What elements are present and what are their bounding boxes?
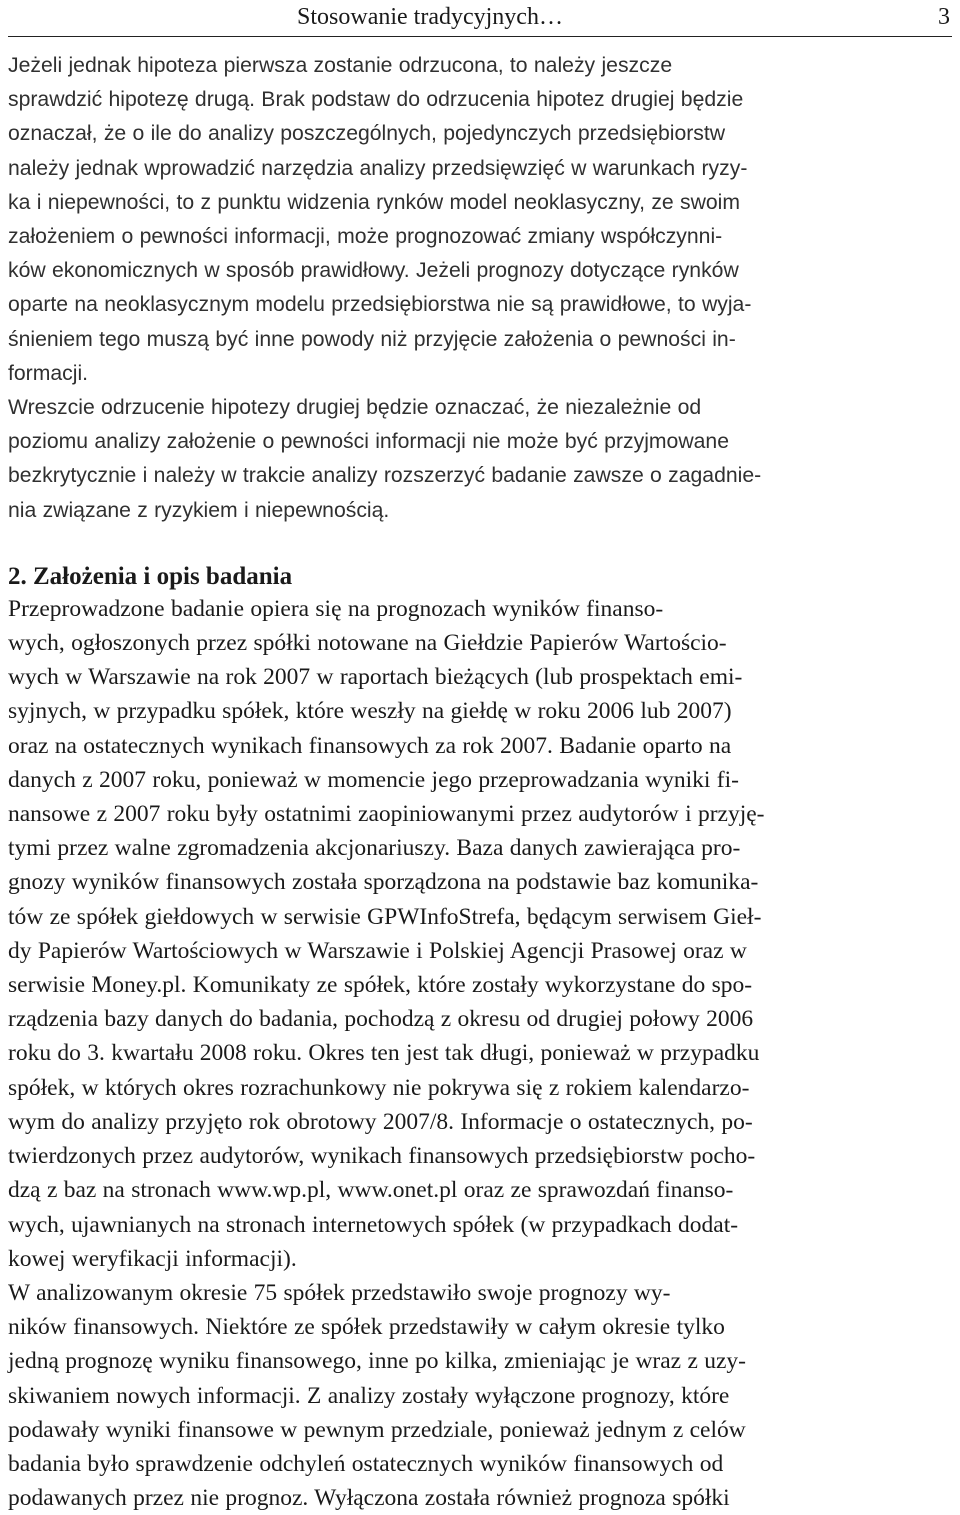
paragraph-study-description: Przeprowadzone badanie opiera się na prognozach wyników finanso- wych, ogłoszonych przez spółki notowane na Giełdzie Papierów Wartościo- wych w Warszawie na rok 2007 w raportach bieżących (lub prospektach emi- syjnych, w przypadku spółek, które weszły na giełdę w roku 2006 lub 2007) oraz na ostatecznych wynikach finansowych za rok 2007. Badanie oparto na danych z 2007 roku, ponieważ w momencie jego przeprowadzania wyniki fi- nansowe z 2007 roku były ostatnimi zaopiniowanymi przez audytorów i przyję- tymi przez walne zgromadzenia akcjonariuszy. Baza danych zawierająca pro- gnozy wyników finansowych została sporządzona na podstawie baz komunika- tów ze spółek giełdowych w serwisie GPWInfoStrefa, będącym serwisem Gieł- dy Papierów Wartościowych w Warszawie i Polskiej Agencji Prasowej oraz w serwisie Money.pl. Komunikaty ze spółek, które zostały wykorzystane do spo- rządzenia bazy danych do badania, pochodzą z okresu od drugiej połowy 2006 roku do 3. kwartału 2008 roku. Okres ten jest tak długi, ponieważ w przypadku spółek, w których okres rozrachunkowy nie pokrywa się z rokiem kalendarzo- wym do analizy przyjęto rok obrotowy 2007/8. Informacje o ostatecznych, po- twierdzonych przez audytorów, wynikach finansowych przedsiębiorstw pocho- dzą z baz na stronach www.wp.pl, www.onet.pl oraz ze sprawozdań finanso- wych, ujawnianych na stronach internetowych spółek (w przypadkach dodat- kowej weryfikacji informacji).: [8, 595, 765, 1272]
page-number: 3: [938, 4, 950, 30]
running-title: Stosowanie tradycyjnych…: [297, 4, 563, 30]
paragraph-rejection-consequence: Wreszcie odrzucenie hipotezy drugiej będzie oznaczać, że niezależnie od poziomu analizy założenie o pewności informacji nie może być przyjmowane bezkrytycznie i należy w trakcie analizy rozszerzyć badanie zawsze o zagadnie- nia związane z ryzykiem i niepewnością.: [8, 396, 762, 522]
running-header: [8, 0, 952, 37]
document-page: [8, 0, 952, 1515]
section-heading: 2. Założenia i opis badania: [8, 562, 293, 590]
paragraph-hypothesis-two: Jeżeli jednak hipoteza pierwsza zostanie odrzucona, to należy jeszcze sprawdzić hipotezę drugą. Brak podstaw do odrzucenia hipotez drugiej będzie oznaczał, że o ile do analizy poszczególnych, pojedynczych przedsiębiorstw należy jednak wprowadzić narzędzia analizy przedsięwzięć w warunkach ryzy- ka i niepewności, to z punktu widzenia rynków model neoklasyczny, ze swoim założeniem o pewności informacji, może prognozować zmiany współczynni- ków ekonomicznych w sposób prawidłowy. Jeżeli prognozy dotyczące rynków oparte na neoklasycznym modelu przedsiębiorstwa nie są prawidłowe, to wyja- śnieniem tego muszą być inne powody niż przyjęcie założenia o pewności in- formacji.: [8, 54, 752, 385]
paragraph-analyzed-period: W analizowanym okresie 75 spółek przedstawiło swoje prognozy wy- ników finansowych. Niektóre ze spółek przedstawiły w całym okresie tylko jedną prognozę wyniku finansowego, inne po kilka, zmieniając je wraz z uzy- skiwaniem nowych informacji. Z analizy zostały wyłączone prognozy, które podawały wyniki finansowe w pewnym przedziale, ponieważ jednym z celów badania było sprawdzenie odchyleń ostatecznych wyników finansowych od podawanych przez nie prognoz. Wyłączona została również prognoza spółki: [8, 1279, 746, 1512]
body-text: [8, 49, 952, 1515]
